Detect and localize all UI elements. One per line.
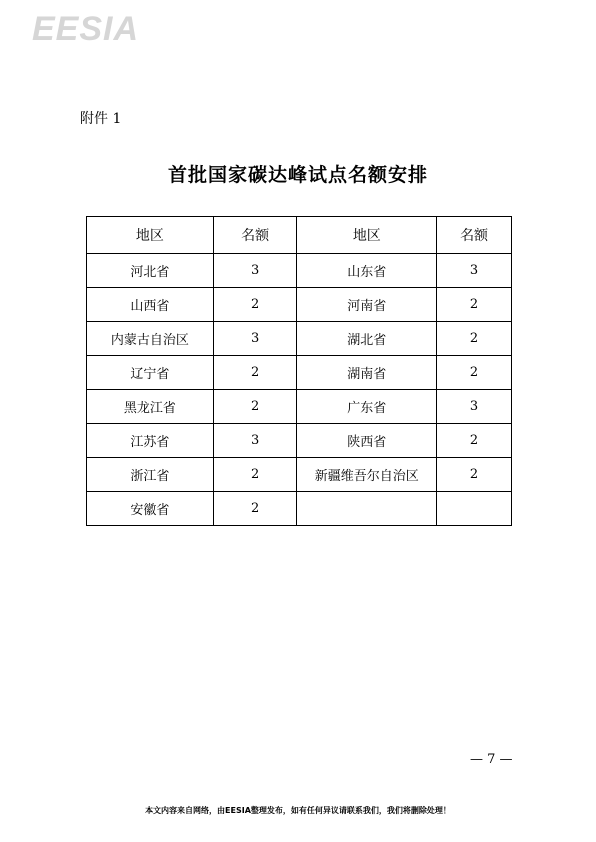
cell-region-left: 安徽省	[87, 492, 214, 526]
cell-quota-left: 2	[213, 356, 297, 390]
table-row	[87, 356, 512, 390]
cell-region-left: 浙江省	[87, 458, 214, 492]
cell-region-right: 广东省	[297, 390, 437, 424]
table-row	[87, 254, 512, 288]
header-quota-left: 名额	[213, 217, 297, 254]
cell-region-right: 湖南省	[297, 356, 437, 390]
document-title: 首批国家碳达峰试点名额安排	[167, 164, 428, 186]
table-row	[87, 288, 512, 322]
cell-quota-left: 2	[213, 492, 297, 526]
quota-table	[86, 216, 512, 526]
cell-region-left: 辽宁省	[87, 356, 214, 390]
header-region-right: 地区	[297, 217, 437, 254]
table-row	[87, 424, 512, 458]
cell-quota-left: 2	[213, 458, 297, 492]
cell-quota-left: 2	[213, 288, 297, 322]
table-row	[87, 458, 512, 492]
cell-quota-right: 2	[437, 458, 512, 492]
cell-quota-right: 2	[437, 424, 512, 458]
table-row	[87, 390, 512, 424]
page-number: — 7 —	[470, 752, 513, 767]
table-header-row	[87, 217, 512, 254]
cell-region-left: 山西省	[87, 288, 214, 322]
cell-quota-left: 3	[213, 254, 297, 288]
cell-region-left: 江苏省	[87, 424, 214, 458]
cell-quota-left: 3	[213, 424, 297, 458]
header-region-left: 地区	[87, 217, 214, 254]
cell-region-right: 陕西省	[297, 424, 437, 458]
eesia-logo: EESIA	[32, 10, 140, 48]
cell-region-left: 河北省	[87, 254, 214, 288]
cell-region-right: 湖北省	[297, 322, 437, 356]
table-row	[87, 322, 512, 356]
cell-region-right: 河南省	[297, 288, 437, 322]
cell-region-right	[297, 492, 437, 526]
attachment-label: 附件 1	[80, 111, 122, 127]
footer-disclaimer: 本文内容来自网络，由EESIA整理发布，如有任何异议请联系我们，我们将删除处理！	[145, 806, 451, 815]
cell-region-right: 新疆维吾尔自治区	[297, 458, 437, 492]
header-quota-right: 名额	[437, 217, 512, 254]
cell-quota-left: 3	[213, 322, 297, 356]
cell-quota-right: 2	[437, 322, 512, 356]
cell-region-left: 内蒙古自治区	[87, 322, 214, 356]
cell-region-right: 山东省	[297, 254, 437, 288]
cell-quota-right: 2	[437, 356, 512, 390]
cell-quota-right: 3	[437, 254, 512, 288]
cell-quota-right: 2	[437, 288, 512, 322]
cell-quota-right: 3	[437, 390, 512, 424]
table-row	[87, 492, 512, 526]
cell-quota-right	[437, 492, 512, 526]
cell-region-left: 黑龙江省	[87, 390, 214, 424]
cell-quota-left: 2	[213, 390, 297, 424]
